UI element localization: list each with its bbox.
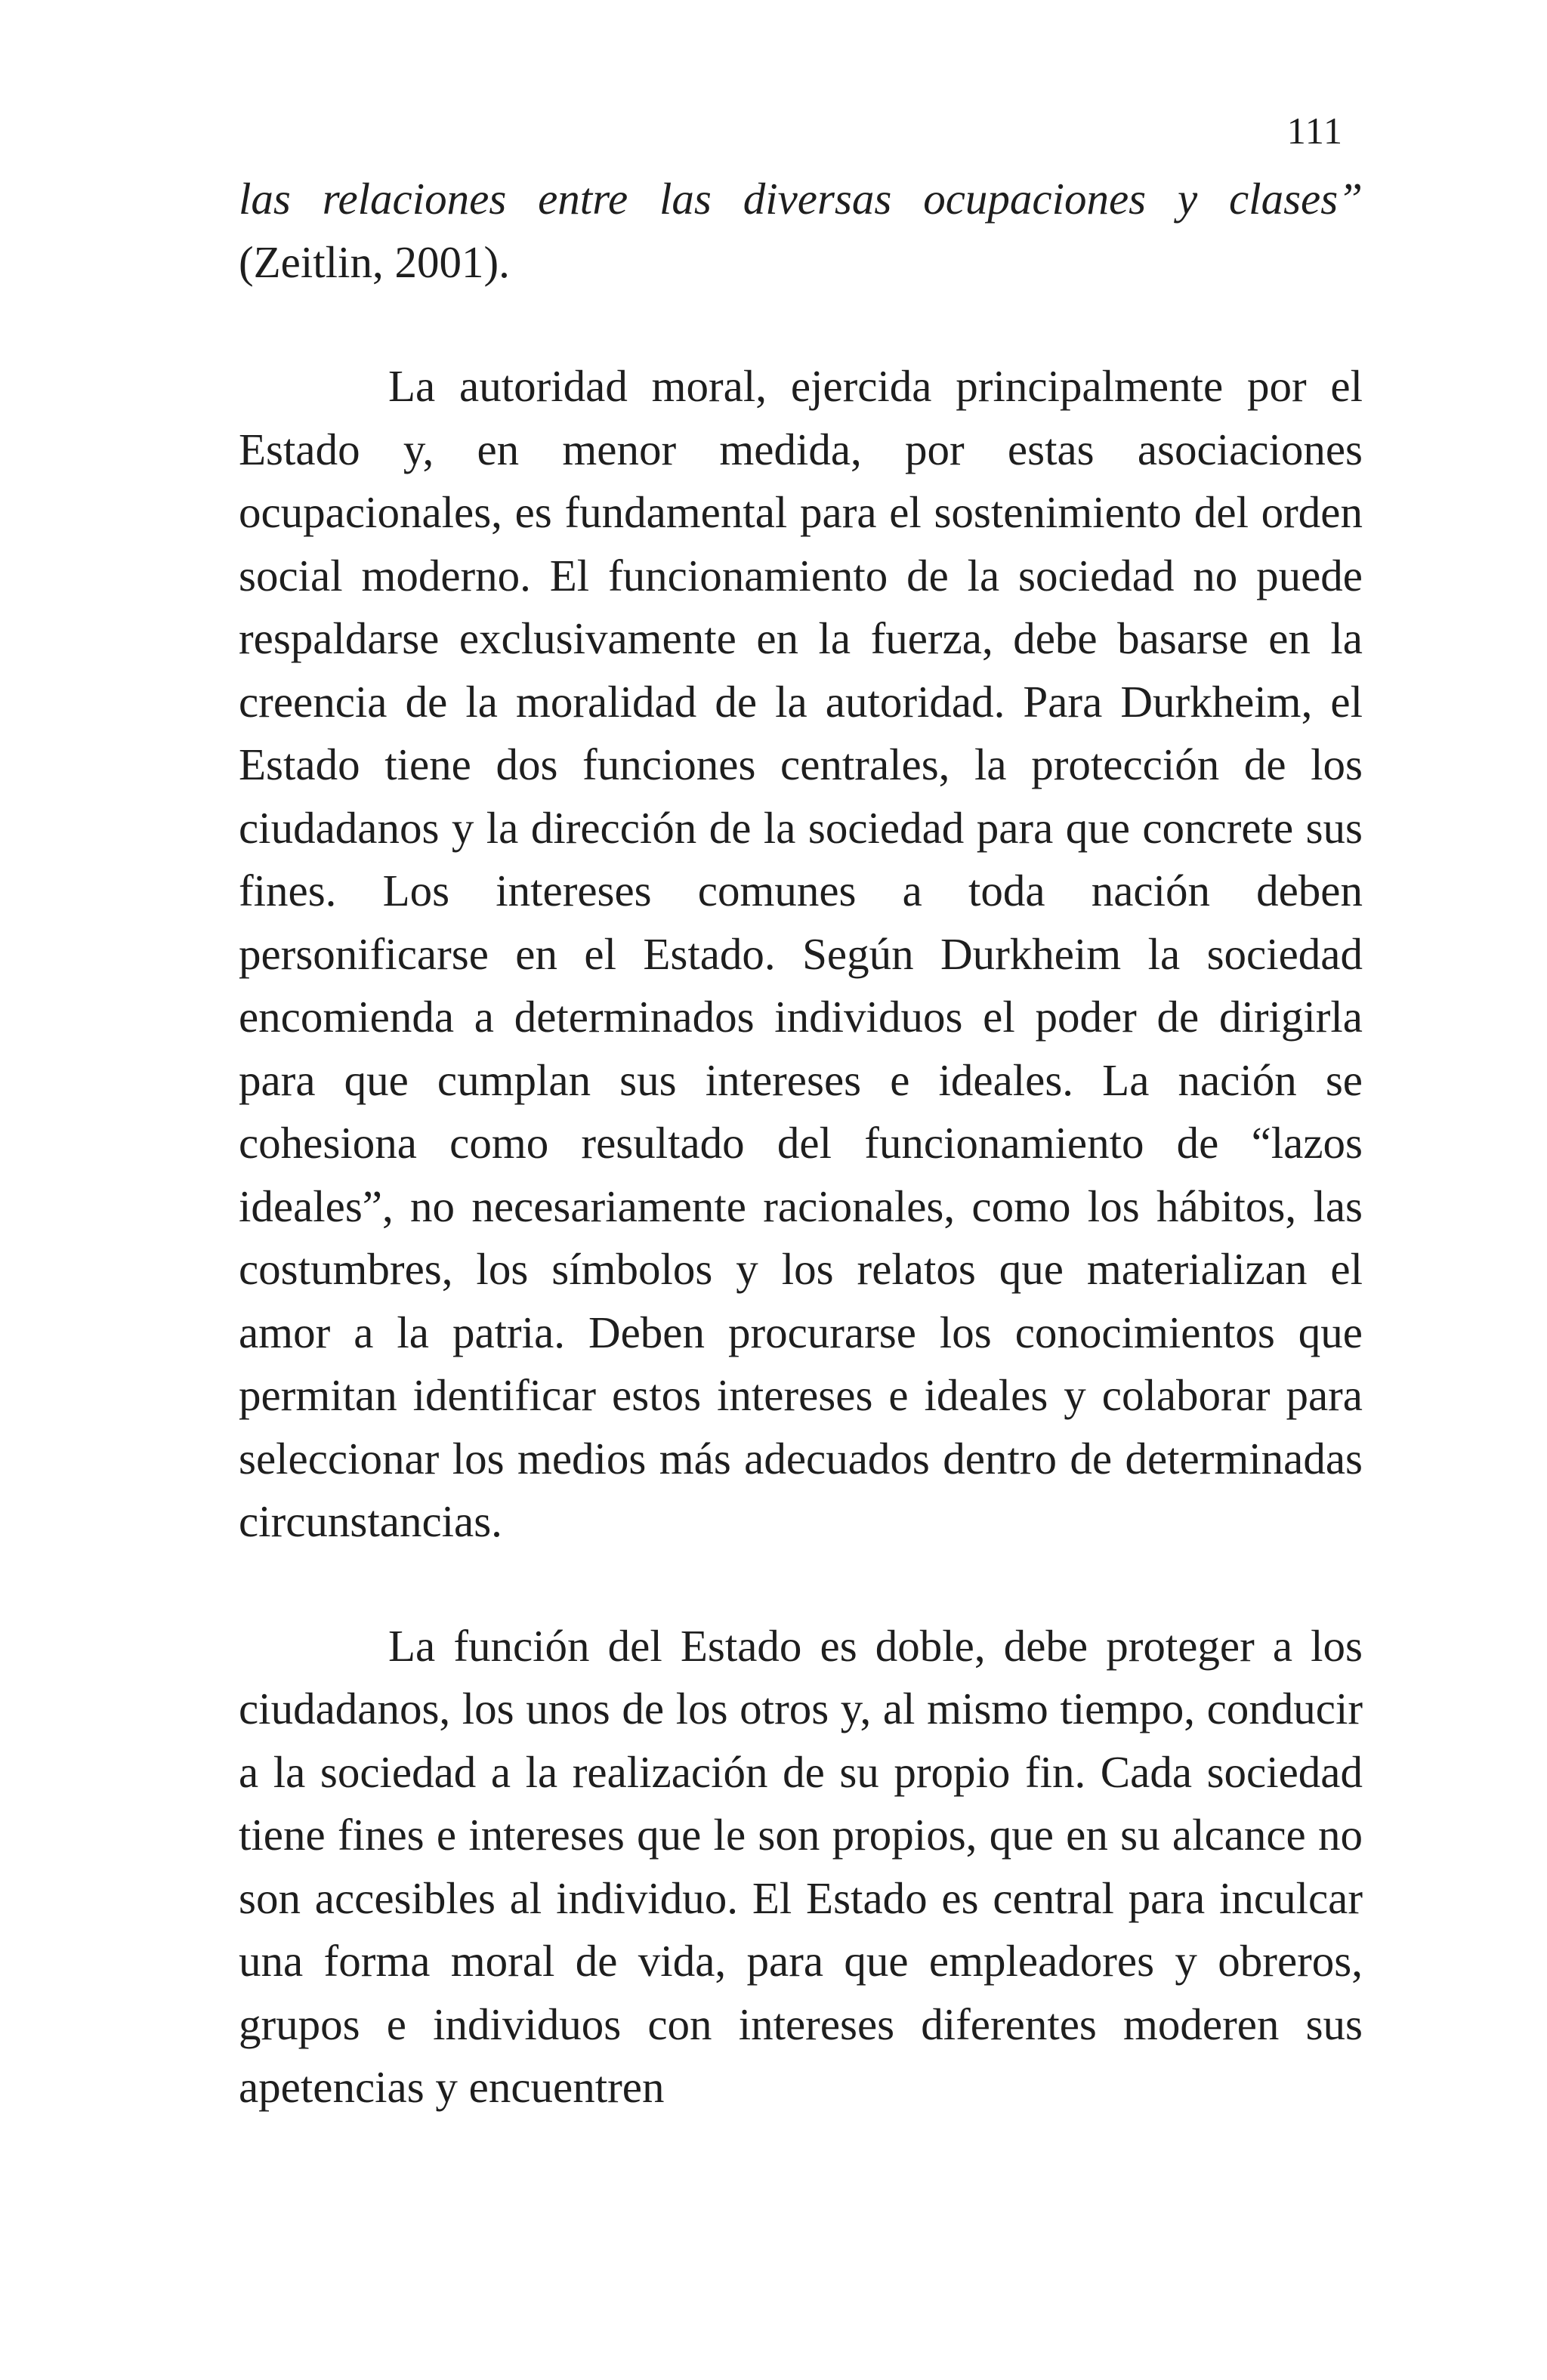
paragraph-moral-authority: La autoridad moral, ejercida principalmente por el Estado y, en menor medida, por estas asociaciones ocupacionales, es fundamental para el sostenimiento del orden social moderno. El funcionamiento de la sociedad no puede respaldarse exclusivamente en la fuerza, debe basarse en la creencia de la moralidad de la autoridad. Para Durkheim, el Estado tiene dos funciones centrales, la protección de los ciudadanos y la dirección de la sociedad para que concrete sus fines. Los intereses comunes a toda nación deben personificarse en el Estado. Según Durkheim la sociedad encomienda a determinados individuos el poder de dirigirla para que cumplan sus intereses e ideales. La nación se cohesiona como resultado del funcionamiento de “lazos ideales”, no necesariamente racionales, como los hábitos, las costumbres, los símbolos y los relatos que materializan el amor a la patria. Deben procurarse los conocimientos que permitan identificar estos intereses e ideales y colaborar para seleccionar los medios más adecuados dentro de determinadas circunstancias. [239,361,1363,1546]
continuation-paragraph [239,168,1363,294]
page-number: 111 [1286,110,1343,152]
citation: (Zeitlin, 2001). [239,236,510,287]
paragraph-state-function: La función del Estado es doble, debe proteger a los ciudadanos, los unos de los otros y, al mismo tiempo, conducir a la sociedad a la realización de su propio fin. Cada sociedad tiene fines e intereses que le son propios, que en su alcance no son accesibles al individuo. El Estado es central para inculcar una forma moral de vida, para que empleadores y obreros, grupos e individuos con intereses diferentes moderen sus apetencias y encuentren [239,1620,1363,2112]
body-text [239,168,1363,2119]
quoted-text: las relaciones entre las diversas ocupaciones y clases” [239,174,1363,224]
